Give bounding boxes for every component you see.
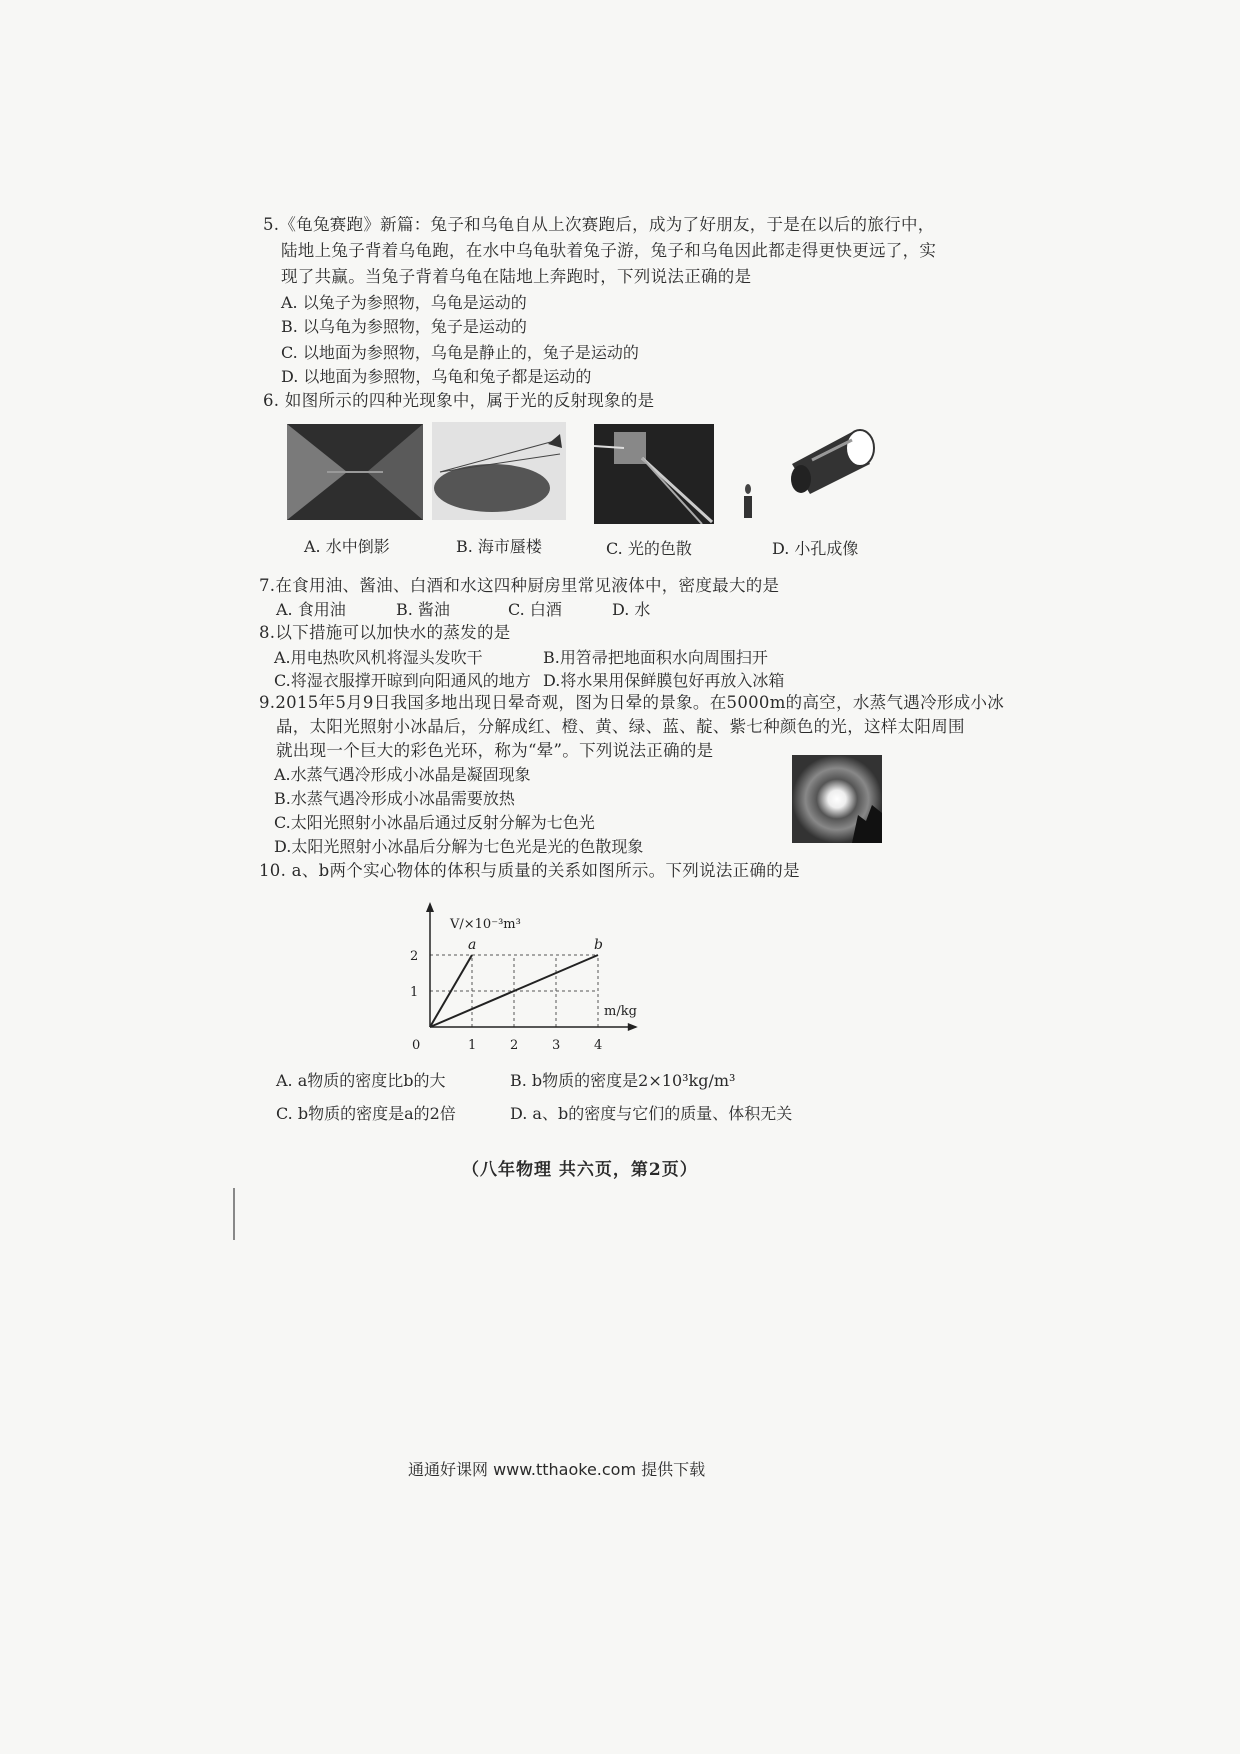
x-tick-label: 4 (594, 1038, 603, 1053)
origin-label: 0 (412, 1038, 421, 1053)
q10-option-d: D. a、b的密度与它们的质量、体积无关 (510, 1104, 793, 1123)
q10-option-b: B. b物质的密度是2×10³kg/m³ (510, 1071, 736, 1090)
q10-stem: 10. a、b两个实心物体的体积与质量的关系如图所示。下列说法正确的是 (259, 861, 800, 880)
q5-stem-line-3: 现了共赢。当兔子背着乌龟在陆地上奔跑时，下列说法正确的是 (281, 267, 752, 286)
pinhole-camera-photo (782, 424, 878, 494)
q8-option-a: A.用电热吹风机将湿头发吹干 (274, 648, 483, 667)
q5-option-b: B. 以乌龟为参照物，兔子是运动的 (281, 317, 527, 336)
q8-option-b: B.用笤帚把地面积水向周围扫开 (543, 648, 768, 667)
q9-stem-line-2: 晶，太阳光照射小冰晶后，分解成红、橙、黄、绿、蓝、靛、紫七种颜色的光，这样太阳周围 (276, 717, 965, 736)
q5-option-d: D. 以地面为参照物，乌龟和兔子都是运动的 (281, 367, 592, 386)
download-watermark: 通通好课网 www.tthaoke.com 提供下载 (408, 1460, 706, 1479)
scan-edge-mark (233, 1188, 235, 1240)
candle-icon (742, 484, 754, 518)
q10-option-c: C. b物质的密度是a的2倍 (276, 1104, 456, 1123)
page-footer: （八年物理 共六页，第2页） (462, 1160, 698, 1180)
series-label-a: a (468, 937, 477, 953)
x-axis-title: m/kg (604, 1004, 637, 1019)
reflection-photo (287, 424, 423, 520)
x-tick-label: 3 (552, 1038, 561, 1053)
q6-caption-c: C. 光的色散 (606, 539, 692, 558)
q6-caption-d: D. 小孔成像 (772, 539, 859, 558)
q7-option-a: A. 食用油 (276, 600, 346, 619)
x-tick-label: 2 (510, 1038, 519, 1053)
q6-caption-b: B. 海市蜃楼 (456, 537, 542, 556)
q9-stem-line-3: 就出现一个巨大的彩色光环，称为“晕”。下列说法正确的是 (276, 741, 714, 760)
q9-stem-line-1: 9.2015年5月9日我国多地出现日晕奇观，图为日晕的景象。在5000m的高空，水蒸气遇冷形成小冰 (259, 693, 1005, 712)
q5-stem-line-1: 5.《龟兔赛跑》新篇：兔子和乌龟自从上次赛跑后，成为了好朋友，于是在以后的旅行中， (263, 215, 935, 234)
q8-stem: 8.以下措施可以加快水的蒸发的是 (259, 623, 511, 642)
q5-option-c: C. 以地面为参照物，乌龟是静止的，兔子是运动的 (281, 343, 639, 362)
q10-option-a: A. a物质的密度比b的大 (276, 1071, 446, 1090)
volume-mass-chart (400, 900, 650, 1060)
y-axis-arrow (426, 902, 434, 912)
y-tick-label: 1 (410, 985, 419, 1000)
q5-option-a: A. 以兔子为参照物，乌龟是运动的 (281, 293, 527, 312)
q9-option-b: B.水蒸气遇冷形成小冰晶需要放热 (274, 789, 515, 808)
series-label-b: b (594, 937, 603, 953)
q7-stem: 7.在食用油、酱油、白酒和水这四种厨房里常见液体中，密度最大的是 (259, 576, 780, 595)
q6-stem: 6. 如图所示的四种光现象中，属于光的反射现象的是 (263, 391, 655, 410)
y-axis-title: V/×10⁻³m³ (450, 917, 521, 932)
x-tick-label: 1 (468, 1038, 477, 1053)
q5-stem-line-2: 陆地上兔子背着乌龟跑，在水中乌龟驮着兔子游，兔子和乌龟因此都走得更快更远了，实 (281, 241, 937, 260)
dispersion-photo (594, 424, 714, 524)
q8-option-d: D.将水果用保鲜膜包好再放入冰箱 (543, 671, 785, 690)
q8-option-c: C.将湿衣服撑开晾到向阳通风的地方 (274, 671, 531, 690)
q6-caption-a: A. 水中倒影 (304, 537, 390, 556)
q9-option-c: C.太阳光照射小冰晶后通过反射分解为七色光 (274, 813, 595, 832)
q7-option-d: D. 水 (612, 600, 651, 619)
sun-halo-photo (792, 755, 882, 843)
y-tick-label: 2 (410, 949, 419, 964)
q9-option-a: A.水蒸气遇冷形成小冰晶是凝固现象 (274, 765, 531, 784)
q9-option-d: D.太阳光照射小冰晶后分解为七色光是光的色散现象 (274, 837, 644, 856)
q7-option-c: C. 白酒 (508, 600, 562, 619)
x-axis-arrow (628, 1023, 638, 1031)
q7-option-b: B. 酱油 (396, 600, 450, 619)
mirage-photo (432, 422, 566, 520)
